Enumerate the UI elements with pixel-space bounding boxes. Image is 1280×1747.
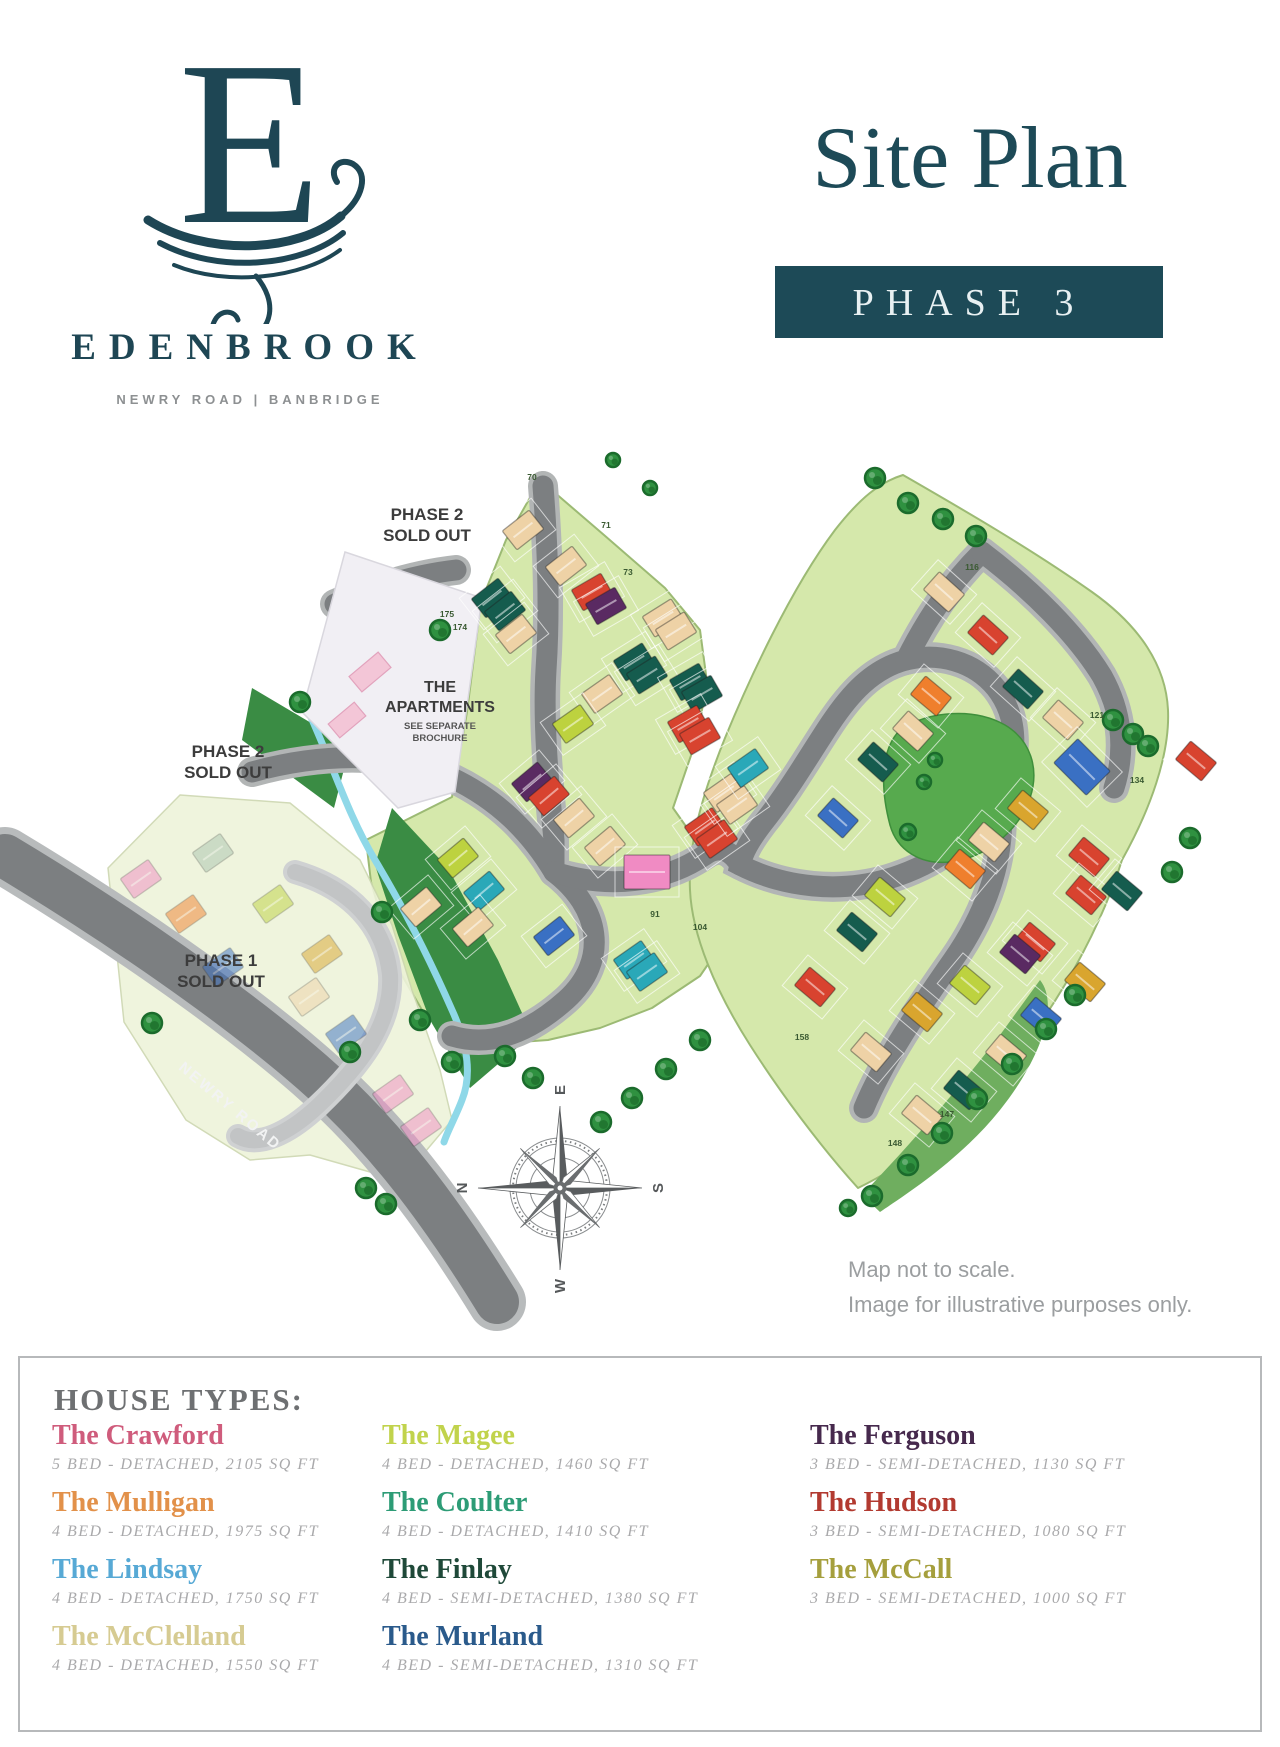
house-type-name: The McClelland (52, 1621, 246, 1652)
house-type-desc: 3 BED - SEMI-DETACHED, 1130 SQ FT (810, 1456, 1126, 1473)
disclaimer-line2: Image for illustrative purposes only. (848, 1292, 1193, 1317)
tree-icon (376, 1194, 396, 1214)
house-type-name: The Lindsay (52, 1554, 203, 1585)
house-type-name: The Coulter (382, 1487, 528, 1518)
legend-column-2 (382, 1420, 698, 1688)
edenbrook-logo-icon (10, 24, 490, 324)
label-phase2-top-2: SOLD OUT (383, 526, 471, 545)
compass-w: W (552, 1278, 569, 1294)
tree-icon (606, 453, 620, 467)
tree-icon (862, 1186, 882, 1206)
phase-badge: PHASE 3 (775, 266, 1163, 338)
house-type-name: The Hudson (810, 1487, 958, 1518)
page-title: Site Plan (812, 110, 1128, 207)
house-type-desc: 4 BED - DETACHED, 1975 SQ FT (52, 1523, 320, 1540)
tree-icon (622, 1088, 642, 1108)
plot-number: 116 (965, 562, 979, 572)
tree-icon (410, 1010, 430, 1030)
tree-icon (442, 1052, 462, 1072)
plot-number: 121 (1089, 710, 1105, 720)
tree-icon (966, 526, 986, 546)
tree-icon (372, 902, 392, 922)
legend-title: HOUSE TYPES: (54, 1382, 304, 1417)
tree-icon (643, 481, 657, 495)
tree-icon (900, 824, 916, 840)
plot-number: 158 (794, 1032, 810, 1042)
tree-icon (591, 1112, 611, 1132)
map-disclaimer (848, 1252, 1192, 1322)
house-type-desc: 4 BED - SEMI-DETACHED, 1380 SQ FT (382, 1590, 699, 1607)
house-type-name: The Finlay (382, 1554, 512, 1585)
label-phase2-top: PHASE 2 (390, 505, 464, 524)
tree-icon (656, 1059, 676, 1079)
plot-number: 70 (527, 472, 537, 482)
house-type-entry (52, 1420, 319, 1474)
tree-icon (967, 1089, 987, 1109)
tree-icon (1162, 862, 1182, 882)
plot-number: 104 (692, 922, 708, 932)
svg-text:E: E (178, 24, 322, 273)
tree-icon (1103, 710, 1123, 730)
house-type-desc: 4 BED - DETACHED, 1550 SQ FT (52, 1657, 320, 1674)
tree-icon (495, 1046, 515, 1066)
tree-icon (340, 1042, 360, 1062)
house-type-entry (382, 1420, 698, 1474)
tree-icon (142, 1013, 162, 1033)
house-type-desc: 4 BED - SEMI-DETACHED, 1310 SQ FT (382, 1657, 699, 1674)
label-phase1-2: SOLD OUT (177, 972, 265, 991)
tree-icon (690, 1030, 710, 1050)
house-type-entry (52, 1621, 319, 1675)
tree-icon (928, 753, 942, 767)
legend-column-3 (810, 1420, 1126, 1621)
plot-number: 71 (601, 520, 611, 530)
plot-number: 134 (1129, 775, 1145, 785)
compass-s: S (650, 1182, 667, 1194)
house-type-name: The Crawford (52, 1420, 224, 1451)
tree-icon (290, 692, 310, 712)
house-type-entry (52, 1554, 319, 1608)
plot-number: 91 (650, 909, 660, 919)
plot-number: 147 (939, 1109, 955, 1119)
tree-icon (523, 1068, 543, 1088)
brand-address: NEWRY ROAD | BANBRIDGE (116, 392, 384, 407)
tree-icon (1138, 736, 1158, 756)
compass-n: N (454, 1182, 471, 1194)
brand-name: EDENBROOK (71, 327, 429, 368)
label-apartments: THE (424, 679, 456, 696)
plot-number: 174 (452, 622, 468, 632)
label-apartments-sub-2: BROCHURE (412, 733, 468, 744)
label-apartments-2: APARTMENTS (385, 699, 495, 716)
house-type-entry (382, 1554, 698, 1608)
tree-icon (356, 1178, 376, 1198)
house-type-desc: 3 BED - SEMI-DETACHED, 1000 SQ FT (810, 1590, 1127, 1607)
label-phase2-left-2: SOLD OUT (184, 763, 272, 782)
house-type-entry (810, 1487, 1126, 1541)
house-type-name: The Mulligan (52, 1487, 215, 1518)
house-type-name: The Magee (382, 1420, 515, 1451)
tree-icon (917, 775, 931, 789)
plot-number: 73 (623, 567, 633, 577)
tree-icon (430, 620, 450, 640)
label-apartments-sub: SEE SEPARATE (404, 721, 476, 732)
house-type-desc: 4 BED - DETACHED, 1460 SQ FT (382, 1456, 650, 1473)
tree-icon (840, 1200, 856, 1216)
house-plot-pnk (615, 847, 679, 897)
house-type-desc: 4 BED - DETACHED, 1750 SQ FT (52, 1590, 320, 1607)
house-type-entry (810, 1420, 1126, 1474)
tree-icon (933, 509, 953, 529)
tree-icon (898, 1155, 918, 1175)
house-type-desc: 4 BED - DETACHED, 1410 SQ FT (382, 1523, 650, 1540)
house-type-name: The McCall (810, 1554, 953, 1585)
house-type-entry (382, 1621, 698, 1675)
label-phase1: PHASE 1 (184, 951, 258, 970)
tree-icon (865, 468, 885, 488)
house-type-entry (810, 1554, 1126, 1608)
plot-number: 175 (439, 609, 455, 619)
house-plot-red (1163, 729, 1229, 793)
tree-icon (898, 493, 918, 513)
label-phase2-left: PHASE 2 (191, 742, 265, 761)
label-newry-road: NEWRY ROAD (175, 1058, 285, 1155)
tree-icon (1002, 1054, 1022, 1074)
tree-icon (1036, 1019, 1056, 1039)
plot-number: 148 (887, 1138, 903, 1148)
house-type-name: The Murland (382, 1621, 544, 1652)
legend-column-1 (52, 1420, 319, 1688)
house-type-name: The Ferguson (810, 1420, 976, 1451)
tree-icon (1065, 985, 1085, 1005)
compass-e: E (552, 1084, 569, 1096)
house-type-desc: 3 BED - SEMI-DETACHED, 1080 SQ FT (810, 1523, 1127, 1540)
disclaimer-line1: Map not to scale. (848, 1257, 1016, 1282)
house-type-desc: 5 BED - DETACHED, 2105 SQ FT (52, 1456, 320, 1473)
tree-icon (1180, 828, 1200, 848)
tree-icon (932, 1123, 952, 1143)
house-type-entry (382, 1487, 698, 1541)
house-types-legend (18, 1356, 1262, 1732)
site-plan-map (0, 420, 1280, 1345)
house-type-entry (52, 1487, 319, 1541)
